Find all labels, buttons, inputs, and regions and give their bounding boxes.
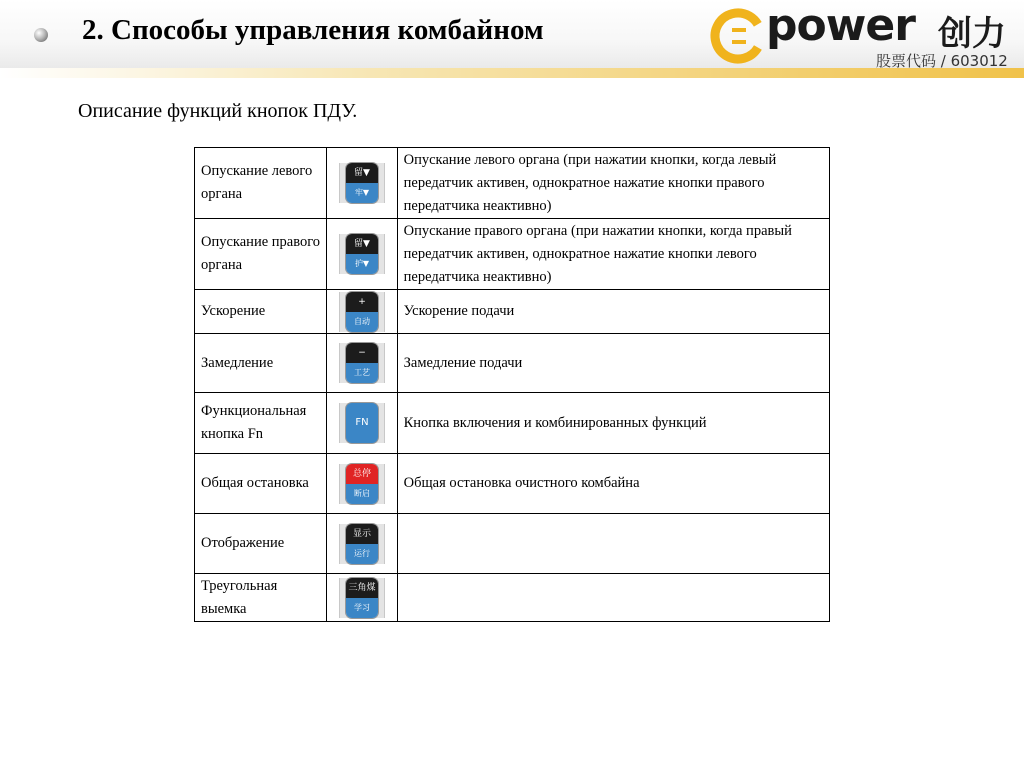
function-name: Опускание левого органа	[195, 148, 327, 219]
table-row	[195, 290, 830, 334]
logo-c-icon	[708, 6, 768, 66]
function-name: Треугольная выемка	[195, 574, 327, 622]
stop-key-icon: 总停 断启	[346, 464, 378, 504]
function-name: Отображение	[195, 514, 327, 574]
stock-code: 股票代码 / 603012	[876, 52, 1008, 70]
function-description: Опускание левого органа (при нажатии кнопки, когда левый передатчик активен, однократное нажатие кнопки правого передатчика неактивно)	[397, 148, 829, 219]
function-description: Ускорение подачи	[397, 290, 829, 334]
plus-key-icon: + 自动	[346, 292, 378, 332]
slide-subtitle: Описание функций кнопок ПДУ.	[78, 100, 358, 122]
display-key-icon: 显示 运行	[346, 524, 378, 564]
logo-chinese: 创力	[938, 14, 1006, 54]
table-row	[195, 393, 830, 454]
lower-left-key-icon: 留▼ 牢▼	[346, 163, 378, 203]
button-function-table	[194, 147, 830, 622]
table-row	[195, 514, 830, 574]
function-description: Кнопка включения и комбинированных функций	[397, 393, 829, 454]
company-logo	[708, 0, 1020, 70]
function-name: Общая остановка	[195, 454, 327, 514]
minus-key-icon: − 工艺	[346, 343, 378, 383]
function-name: Функциональная кнопка Fn	[195, 393, 327, 454]
function-description: Опускание правого органа (при нажатии кнопки, когда правый передатчик активен, однократное нажатие кнопки левого передатчика неактивно)	[397, 219, 829, 290]
triangle-cut-key-icon: 三角煤 学习	[346, 578, 378, 618]
table-row	[195, 219, 830, 290]
function-description	[397, 574, 829, 622]
table-row	[195, 574, 830, 622]
function-description: Замедление подачи	[397, 334, 829, 393]
function-name: Опускание правого органа	[195, 219, 327, 290]
logo-wordmark: power	[766, 0, 915, 51]
lower-right-key-icon: 留▼ 护▼	[346, 234, 378, 274]
slide-title: 2. Способы управления комбайном	[82, 14, 544, 46]
function-description	[397, 514, 829, 574]
function-description: Общая остановка очистного комбайна	[397, 454, 829, 514]
table-row	[195, 334, 830, 393]
table-row	[195, 148, 830, 219]
fn-key-icon: FN	[346, 403, 378, 443]
function-name: Ускорение	[195, 290, 327, 334]
function-name: Замедление	[195, 334, 327, 393]
bullet-sphere-icon	[34, 28, 48, 42]
table-row	[195, 454, 830, 514]
